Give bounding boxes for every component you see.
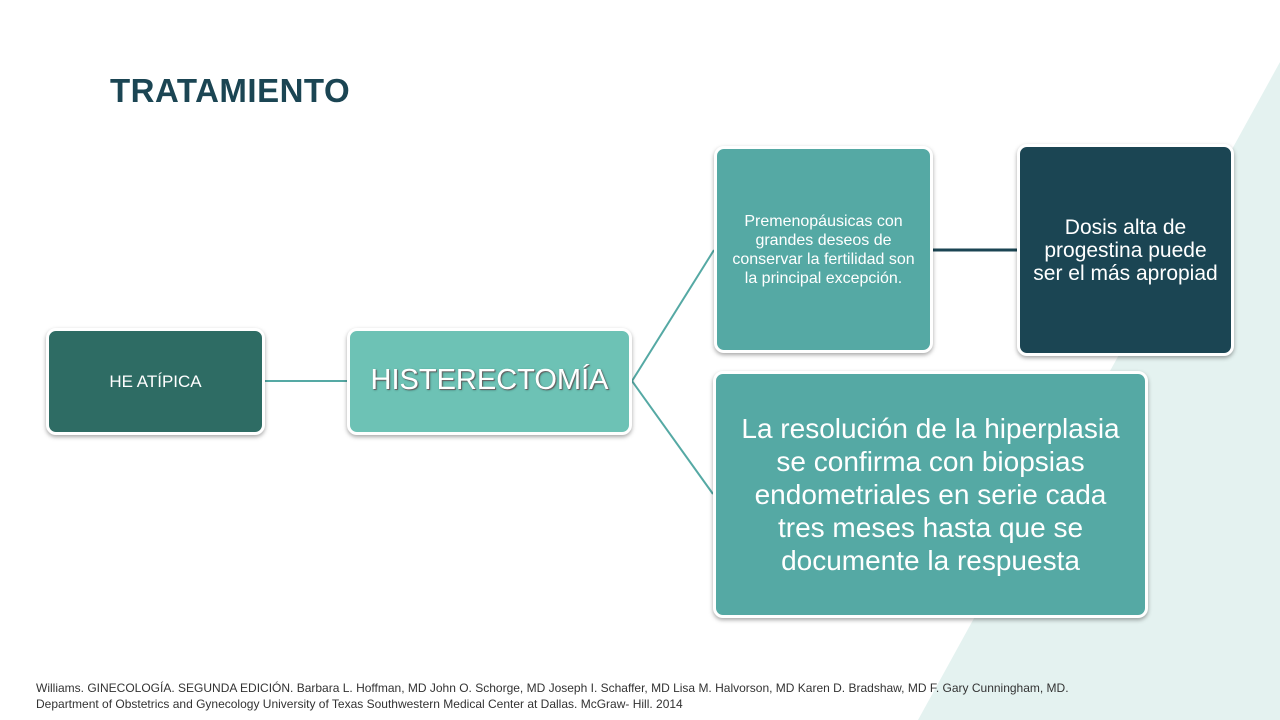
reference-footnote [36,680,1261,712]
node-resolucion-hiperplasia [713,371,1148,618]
reference-line-1: Williams. GINECOLOGÍA. SEGUNDA EDICIÓN. Barbara L. Hoffman, MD John O. Schorge, MD Joseph I. Schaffer, MD Lisa M. Halvorson, MD Karen D. Bradshaw, MD F. Gary Cunningham, MD. [36,681,1069,695]
node-dosis-progestina-label: Dosis alta de progestina puede ser el más apropiad [1033,215,1218,285]
node-resolucion-hiperplasia-label: La resolución de la hiperplasia se confirma con biopsias endometriales en serie cada tres meses hasta que se documente la respuesta [741,413,1120,576]
node-he-atipica-label: HE ATÍPICA [109,371,202,391]
node-histerectomia [347,328,632,435]
node-premenopausicas [714,146,933,353]
reference-line-2: Department of Obstetrics and Gynecology University of Texas Southwestern Medical Center at Dallas. McGraw- Hill. 2014 [36,697,683,711]
slide-title: TRATAMIENTO [110,72,351,109]
node-histerectomia-label: HISTERECTOMÍA [370,364,609,396]
node-he-atipica [46,328,265,435]
connector-histerectomia-to-resolucion [632,381,713,494]
node-dosis-progestina [1017,144,1234,356]
node-premenopausicas-label: Premenopáusicas con grandes deseos de conservar la fertilidad son la principal excepción. [732,212,915,287]
connector-histerectomia-to-premenopausicas [632,250,714,381]
